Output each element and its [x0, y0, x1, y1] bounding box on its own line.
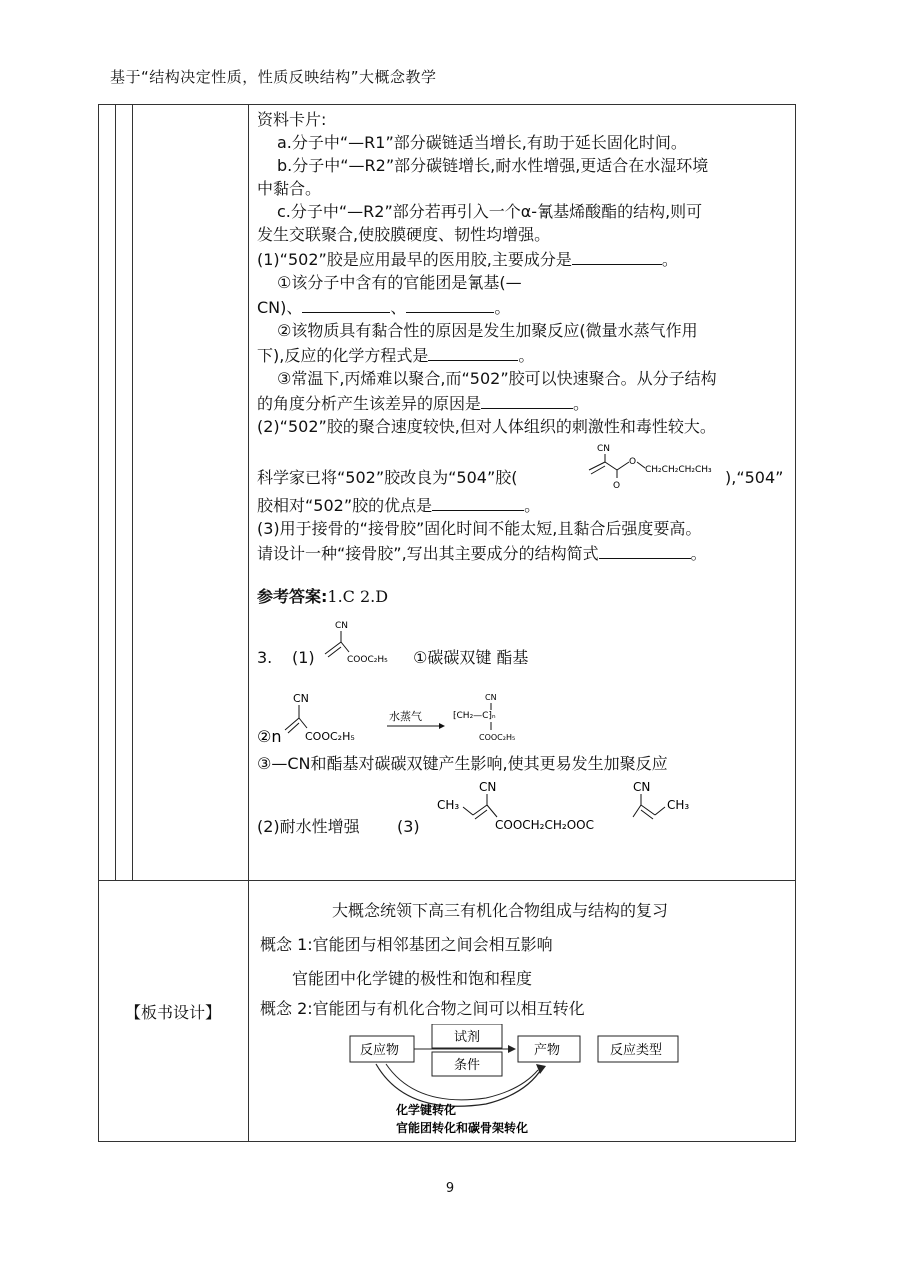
question-2-advantage-text: 胶相对“502”胶的优点是: [257, 496, 433, 515]
ethyl-cyanoacrylate-structure: [321, 616, 411, 674]
answer-text: 1.C 2.D: [327, 587, 389, 606]
answer-3-number: 3.: [257, 648, 273, 667]
answer-blank: [302, 294, 390, 313]
board-concept-2: 概念 2:官能团与有机化合物之间可以相互转化: [260, 999, 585, 1018]
a3-ester-label: COOC₂H₅: [347, 655, 388, 665]
answer-blank: [406, 294, 494, 313]
answer-blank: [428, 342, 518, 361]
table-divider: [115, 104, 116, 880]
table-divider: [98, 880, 796, 881]
bone-glue-structure: [433, 779, 713, 841]
eq-polymer-chain: ⁅CH₂—C⁆ₙ: [453, 711, 496, 721]
question-1: (1)“502”胶是应用最早的医用胶,主要成分是 。: [257, 246, 787, 271]
diagram-reaction-type: 反应类型: [610, 1043, 663, 1058]
table-divider: [248, 104, 249, 1142]
answer-blank: [599, 540, 691, 559]
question-3-text: 请设计一种“接骨胶”,写出其主要成分的结构简式: [257, 544, 599, 563]
eq-prefix: ②n: [257, 727, 282, 746]
diagram-product: 产物: [534, 1043, 561, 1058]
a3-cn-label: CN: [335, 621, 349, 631]
question-1-2: ②该物质具有黏合性的原因是发生加聚反应(微量水蒸气作用: [277, 321, 698, 340]
answer-3-text: ①碳碳双键 酯基: [413, 648, 529, 667]
svg-text:O: O: [613, 481, 621, 491]
question-2-advantage: 胶相对“502”胶的优点是 。: [257, 492, 787, 517]
diagram-group-transform: 官能团转化和碳骨架转化: [396, 1121, 529, 1134]
answer-blank: [481, 390, 573, 409]
board-concept-1: 概念 1:官能团与相邻基团之间会相互影响: [260, 935, 553, 954]
answer-key: [257, 585, 787, 608]
answer-blank: [572, 246, 662, 265]
eq-ester-label: COOC₂H₅: [305, 730, 355, 743]
reaction-diagram: [346, 1024, 726, 1134]
material-card: [257, 108, 787, 841]
diagram-reagent: 试剂: [454, 1030, 481, 1045]
card-item-a: a.分子中“—R1”部分碳链适当增长,有助于延长固化时间。: [277, 133, 687, 152]
answer-label: 参考答案:: [257, 587, 328, 606]
answer-blank: [432, 492, 524, 511]
butyl-cyanoacrylate-structure: [575, 438, 725, 492]
question-1-3-cont: 的角度分析产生该差异的原因是 。: [257, 390, 787, 415]
answer-3-equation: [257, 690, 787, 750]
card-item-b-cont: 中黏合。: [257, 179, 322, 198]
diagram-reactant: 反应物: [360, 1043, 400, 1058]
question-1-3-text: 的角度分析产生该差异的原因是: [257, 394, 482, 413]
board-design-label: 【板书设计】: [124, 1003, 221, 1022]
page-number: 9: [445, 1181, 455, 1196]
answer-3-line: [257, 616, 787, 676]
question-1-1-text: CN)、: [257, 298, 303, 317]
answer-3-part: (1): [292, 648, 315, 667]
diagram-bond-transform: 化学键转化: [396, 1103, 457, 1117]
question-1-1-cont: CN)、 、 。: [257, 294, 787, 319]
question-1-1: ①该分子中含有的官能团是氰基(—: [277, 273, 522, 292]
bone-cn-left: CN: [479, 780, 497, 794]
table-divider: [132, 104, 133, 880]
eq-polymer-ester: COOC₂H₅: [479, 733, 516, 742]
answer-3-3: ③—CN和酯基对碳碳双键产生影响,使其更易发生加聚反应: [257, 754, 668, 773]
eq-polymer-cn: CN: [485, 693, 497, 702]
card-item-c: c.分子中“—R2”部分若再引入一个α-氰基烯酸酯的结构,则可: [277, 202, 703, 221]
diagram-condition: 条件: [454, 1058, 481, 1073]
card-item-b: b.分子中“—R2”部分碳链增长,耐水性增强,更适合在水湿环境: [277, 156, 709, 175]
board-title: 大概念统领下高三有机化合物组成与结构的复习: [332, 901, 669, 920]
answer-2-3-line: [257, 779, 787, 841]
question-1-2-text: 下),反应的化学方程式是: [257, 346, 429, 365]
struct-chain-label: CH₂CH₂CH₂CH₃: [645, 465, 712, 475]
polymerization-equation: [257, 690, 557, 748]
eq-condition: 水蒸气: [389, 710, 422, 723]
answer-2-label: (2)耐水性增强: [257, 817, 360, 836]
card-title: 资料卡片:: [257, 110, 327, 129]
question-2-structure-line: [257, 438, 787, 492]
question-3-cont: 请设计一种“接骨胶”,写出其主要成分的结构简式 。: [257, 540, 787, 565]
question-1-2-cont: 下),反应的化学方程式是 。: [257, 342, 787, 367]
question-1-text: (1)“502”胶是应用最早的医用胶,主要成分是: [257, 250, 572, 269]
page-header: 基于“结构决定性质，性质反映结构”大概念教学: [110, 68, 437, 86]
bone-middle: COOCH₂CH₂OOC: [495, 818, 594, 832]
struct-cn-label: CN: [597, 444, 611, 454]
bone-ch3-left: CH₃: [437, 798, 460, 812]
question-3: (3)用于接骨的“接骨胶”固化时间不能太短,且黏合后强度要高。: [257, 519, 702, 538]
card-item-c-cont: 发生交联聚合,使胶膜硬度、韧性均增强。: [257, 225, 551, 244]
question-2-text-end: ),“504”: [725, 468, 784, 487]
bone-cn-right: CN: [633, 780, 651, 794]
question-2-text: 科学家已将“502”胶改良为“504”胶(: [257, 468, 518, 487]
bone-ch3-right: CH₃: [667, 798, 690, 812]
svg-text:O: O: [629, 457, 637, 467]
answer-3-label: (3): [397, 817, 420, 836]
question-2: (2)“502”胶的聚合速度较快,但对人体组织的刺激性和毒性较大。: [257, 417, 716, 436]
board-sub-1: 官能团中化学键的极性和饱和程度: [292, 969, 533, 988]
eq-cn-label: CN: [293, 692, 309, 705]
question-1-3: ③常温下,丙烯难以聚合,而“502”胶可以快速聚合。从分子结构: [277, 369, 717, 388]
